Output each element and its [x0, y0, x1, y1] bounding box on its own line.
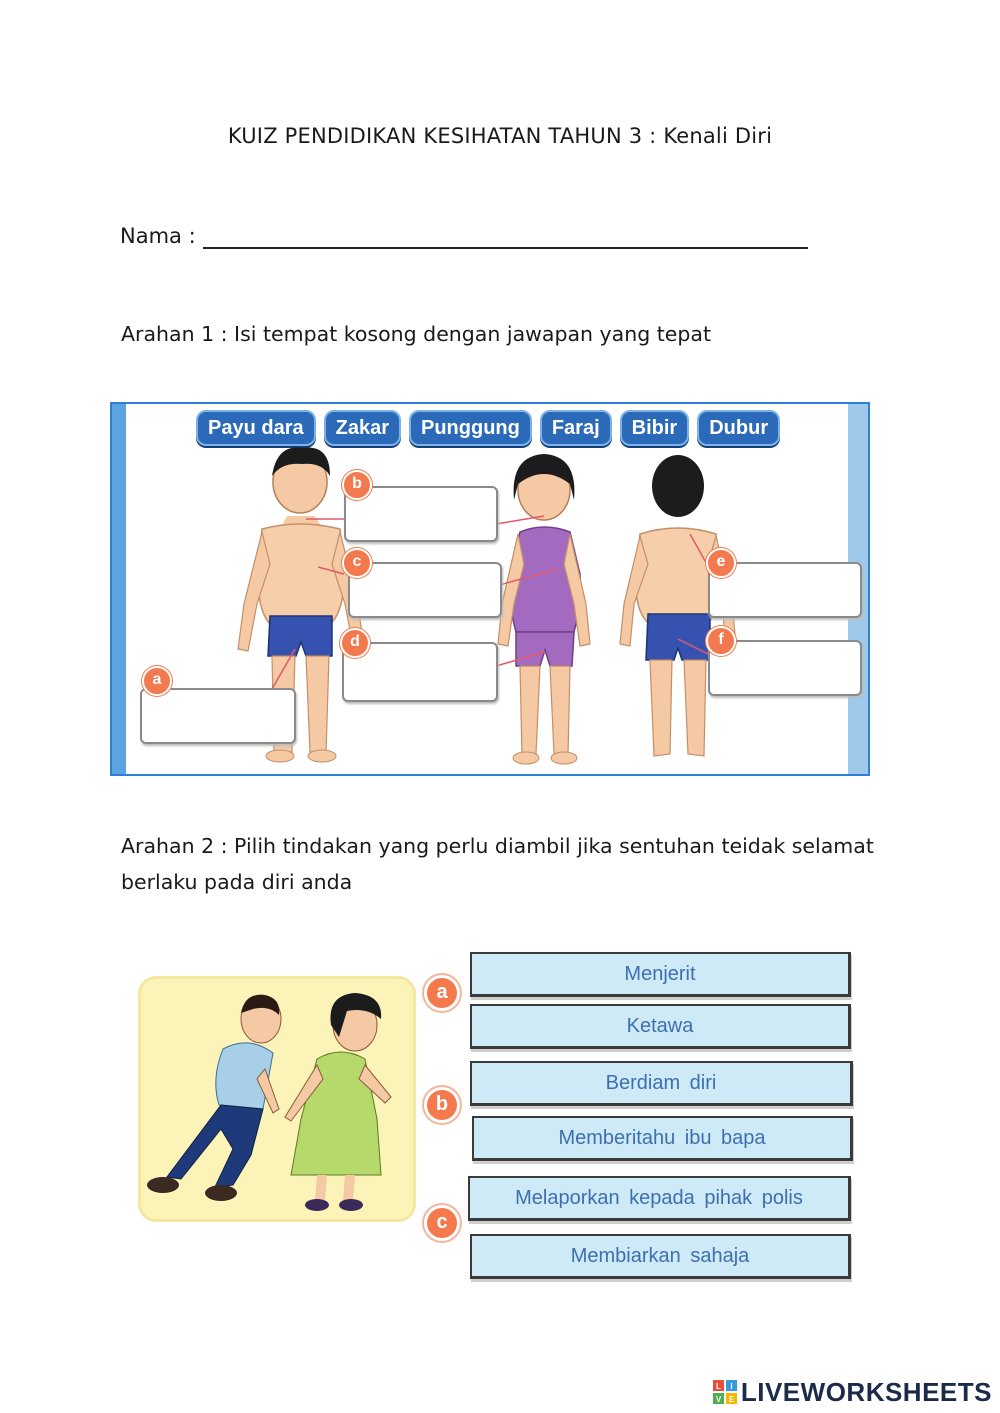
word-chip: Payu dara: [196, 410, 316, 446]
name-input-line[interactable]: [203, 247, 808, 249]
page-title: KUIZ PENDIDIKAN KESIHATAN TAHUN 3 : Kenali Diri: [227, 124, 773, 148]
answer-box-a[interactable]: [140, 688, 296, 744]
option-membiarkan-sahaja[interactable]: Membiarkan sahaja: [470, 1234, 851, 1279]
word-chip: Bibir: [620, 410, 690, 446]
option-menjerit[interactable]: Menjerit: [470, 952, 851, 997]
badge-b: b: [342, 470, 372, 500]
badge-e: e: [706, 548, 736, 578]
girl-front-figure: [498, 454, 590, 764]
instruction-2: Arahan 2 : Pilih tindakan yang perlu diambil jika sentuhan teidak selamat berlaku pada diri anda: [121, 834, 874, 894]
option-badge-c: c: [424, 1205, 460, 1241]
boy-figure: [147, 995, 281, 1201]
badge-c: c: [342, 548, 372, 578]
scene-illustration: [141, 979, 407, 1213]
option-memberitahu-ibu-bapa[interactable]: Memberitahu ibu bapa: [472, 1116, 853, 1161]
unsafe-touch-scene: [138, 976, 416, 1222]
liveworksheets-logo: [713, 1377, 992, 1407]
girl-figure: [285, 993, 391, 1211]
svg-text:V: V: [715, 1395, 722, 1404]
word-chip: Punggung: [409, 410, 532, 446]
word-chip: Dubur: [697, 410, 780, 446]
option-ketawa[interactable]: Ketawa: [470, 1004, 851, 1049]
svg-text:L: L: [715, 1382, 721, 1391]
body-parts-diagram: [110, 402, 870, 776]
svg-text:I: I: [730, 1382, 733, 1391]
badge-d: d: [340, 628, 370, 658]
option-badge-a: a: [424, 975, 460, 1011]
instruction-1: Arahan 1 : Isi tempat kosong dengan jawapan yang tepat: [121, 322, 712, 346]
word-chip: Zakar: [324, 410, 401, 446]
option-badge-b: b: [424, 1087, 460, 1123]
liveworksheets-logo-icon: [713, 1380, 737, 1404]
brand-name: LIVEWORKSHEETS: [740, 1376, 992, 1407]
badge-f: f: [706, 626, 736, 656]
answer-box-c[interactable]: [348, 562, 502, 618]
option-berdiam-diri[interactable]: Berdiam diri: [470, 1061, 853, 1106]
name-label: Nama :: [120, 224, 196, 248]
badge-a: a: [142, 666, 172, 696]
option-melaporkan-polis[interactable]: Melaporkan kepada pihak polis: [468, 1176, 851, 1221]
svg-text:E: E: [728, 1395, 735, 1404]
word-chip: Faraj: [540, 410, 612, 446]
